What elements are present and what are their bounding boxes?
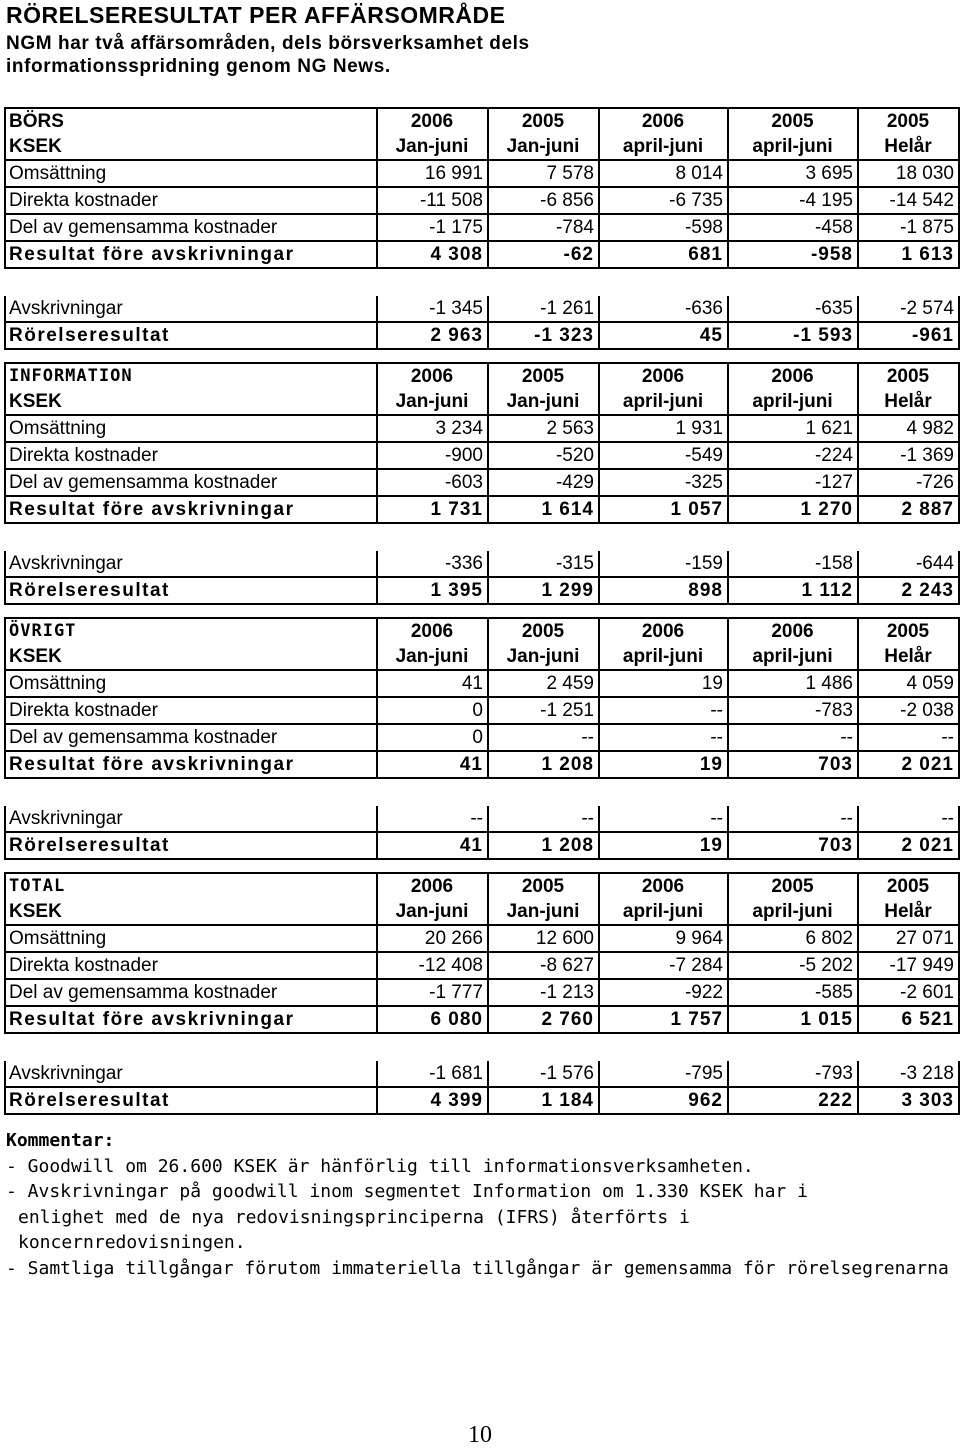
row-value: 6 080	[377, 1006, 488, 1033]
segment-name: ÖVRIGT	[5, 618, 377, 644]
table-row	[5, 1087, 959, 1114]
spacer-cell	[377, 268, 488, 296]
column-period: Jan-juni	[377, 899, 488, 925]
table-row	[5, 697, 959, 724]
row-value: 3 695	[728, 160, 858, 187]
unit-label: KSEK	[5, 389, 377, 415]
spacer-row	[5, 778, 959, 806]
row-value: -1 345	[377, 296, 488, 322]
spacer-row	[5, 523, 959, 551]
spacer-cell	[599, 778, 728, 806]
spacer-cell	[728, 268, 858, 296]
column-year: 2006	[377, 108, 488, 134]
row-value: --	[599, 697, 728, 724]
header-row-years	[5, 363, 959, 389]
row-label: Avskrivningar	[5, 296, 377, 322]
row-value: -1 213	[488, 979, 599, 1006]
unit-label: KSEK	[5, 134, 377, 160]
column-year: 2006	[599, 873, 728, 899]
table-row	[5, 241, 959, 268]
spacer-cell	[599, 523, 728, 551]
column-period: april-juni	[728, 389, 858, 415]
row-value: -6 856	[488, 187, 599, 214]
column-year: 2005	[488, 108, 599, 134]
segment-section	[4, 362, 958, 605]
table-row	[5, 751, 959, 778]
row-label: Avskrivningar	[5, 551, 377, 577]
row-label: Avskrivningar	[5, 806, 377, 832]
column-year: 2005	[728, 108, 858, 134]
row-value: 6 802	[728, 925, 858, 952]
page-number: 10	[468, 1422, 492, 1448]
row-label: Resultat före avskrivningar	[5, 751, 377, 778]
spacer-cell	[377, 523, 488, 551]
column-year: 2006	[599, 108, 728, 134]
row-value: 1 931	[599, 415, 728, 442]
row-value: -2 574	[858, 296, 959, 322]
row-label: Del av gemensamma kostnader	[5, 469, 377, 496]
column-year: 2006	[377, 363, 488, 389]
column-year: 2005	[728, 873, 858, 899]
row-value: 1 614	[488, 496, 599, 523]
table-row	[5, 415, 959, 442]
row-value: 2 021	[858, 751, 959, 778]
row-value: 2 887	[858, 496, 959, 523]
row-value: 18 030	[858, 160, 959, 187]
table-row	[5, 214, 959, 241]
row-label: Omsättning	[5, 415, 377, 442]
row-value: -1 251	[488, 697, 599, 724]
column-period: april-juni	[728, 134, 858, 160]
row-value: 9 964	[599, 925, 728, 952]
header-row-periods	[5, 899, 959, 925]
row-value: 1 621	[728, 415, 858, 442]
row-value: -1 593	[728, 322, 858, 349]
row-value: -336	[377, 551, 488, 577]
row-value: 962	[599, 1087, 728, 1114]
row-value: -158	[728, 551, 858, 577]
column-period: Helår	[858, 644, 959, 670]
spacer-cell	[599, 268, 728, 296]
row-value: 7 578	[488, 160, 599, 187]
row-label: Direkta kostnader	[5, 187, 377, 214]
header-row-years	[5, 873, 959, 899]
row-value: -127	[728, 469, 858, 496]
header-row-periods	[5, 389, 959, 415]
page-subtitle: NGM har två affärsområden, dels börsverksamhet dels informationsspridning genom NG News.	[6, 33, 530, 77]
row-value: 41	[377, 832, 488, 859]
row-value: 1 208	[488, 832, 599, 859]
row-value: -1 175	[377, 214, 488, 241]
column-period: Jan-juni	[377, 644, 488, 670]
segment-name: BÖRS	[5, 108, 377, 134]
row-value: 1 015	[728, 1006, 858, 1033]
row-value: -62	[488, 241, 599, 268]
column-period: Jan-juni	[488, 389, 599, 415]
header-row-years	[5, 618, 959, 644]
column-period: Helår	[858, 899, 959, 925]
row-value: 8 014	[599, 160, 728, 187]
row-value: -11 508	[377, 187, 488, 214]
row-value: -315	[488, 551, 599, 577]
row-value: 4 308	[377, 241, 488, 268]
column-year: 2005	[488, 873, 599, 899]
segment-section	[4, 617, 958, 860]
row-value: 6 521	[858, 1006, 959, 1033]
row-value: 1 299	[488, 577, 599, 604]
unit-label: KSEK	[5, 644, 377, 670]
row-value: 1 613	[858, 241, 959, 268]
spacer-cell	[858, 1033, 959, 1061]
row-value: 703	[728, 832, 858, 859]
column-period: april-juni	[728, 644, 858, 670]
column-year: 2005	[488, 363, 599, 389]
segment-table	[4, 872, 960, 1115]
row-value: -793	[728, 1061, 858, 1087]
row-value: -1 576	[488, 1061, 599, 1087]
column-period: april-juni	[599, 899, 728, 925]
segment-table	[4, 107, 960, 350]
header-row-periods	[5, 644, 959, 670]
unit-label: KSEK	[5, 899, 377, 925]
column-period: april-juni	[599, 389, 728, 415]
spacer-cell	[377, 1033, 488, 1061]
row-value: 41	[377, 670, 488, 697]
row-value: -1 777	[377, 979, 488, 1006]
comment-line: - Avskrivningar på goodwill inom segmentet Information om 1.330 KSEK har i	[6, 1181, 808, 1202]
column-year: 2005	[858, 873, 959, 899]
row-value: 41	[377, 751, 488, 778]
row-value: 898	[599, 577, 728, 604]
row-label: Omsättning	[5, 160, 377, 187]
row-value: -8 627	[488, 952, 599, 979]
row-value: --	[858, 724, 959, 751]
row-value: 3 303	[858, 1087, 959, 1114]
row-value: --	[488, 724, 599, 751]
row-value: -961	[858, 322, 959, 349]
row-value: -784	[488, 214, 599, 241]
row-label: Omsättning	[5, 925, 377, 952]
row-label: Omsättning	[5, 670, 377, 697]
spacer-cell	[728, 778, 858, 806]
row-value: 681	[599, 241, 728, 268]
row-value: -2 038	[858, 697, 959, 724]
table-row	[5, 442, 959, 469]
row-value: -224	[728, 442, 858, 469]
row-value: -585	[728, 979, 858, 1006]
row-label: Rörelseresultat	[5, 1087, 377, 1114]
row-value: 2 243	[858, 577, 959, 604]
column-period: Jan-juni	[488, 899, 599, 925]
spacer-cell	[488, 523, 599, 551]
column-period: april-juni	[599, 134, 728, 160]
row-value: -429	[488, 469, 599, 496]
header-row-years	[5, 108, 959, 134]
spacer-row	[5, 268, 959, 296]
row-value: 0	[377, 697, 488, 724]
row-value: -6 735	[599, 187, 728, 214]
row-value: 3 234	[377, 415, 488, 442]
spacer-row	[5, 1033, 959, 1061]
spacer-cell	[599, 1033, 728, 1061]
row-value: -1 681	[377, 1061, 488, 1087]
row-value: -795	[599, 1061, 728, 1087]
row-label: Direkta kostnader	[5, 697, 377, 724]
row-value: 1 057	[599, 496, 728, 523]
row-value: -1 261	[488, 296, 599, 322]
table-row	[5, 670, 959, 697]
row-value: -900	[377, 442, 488, 469]
row-value: 1 208	[488, 751, 599, 778]
column-year: 2006	[377, 618, 488, 644]
row-value: 1 270	[728, 496, 858, 523]
row-value: -636	[599, 296, 728, 322]
row-value: --	[377, 806, 488, 832]
table-row	[5, 1061, 959, 1087]
row-value: 1 184	[488, 1087, 599, 1114]
row-value: -598	[599, 214, 728, 241]
row-value: 16 991	[377, 160, 488, 187]
row-value: 19	[599, 751, 728, 778]
table-row	[5, 952, 959, 979]
table-row	[5, 322, 959, 349]
table-row	[5, 551, 959, 577]
column-year: 2005	[858, 108, 959, 134]
row-value: -549	[599, 442, 728, 469]
table-row	[5, 979, 959, 1006]
segment-table	[4, 362, 960, 605]
row-value: --	[858, 806, 959, 832]
table-row	[5, 925, 959, 952]
column-year: 2005	[488, 618, 599, 644]
row-value: 19	[599, 832, 728, 859]
row-label: Resultat före avskrivningar	[5, 496, 377, 523]
row-value: -1 323	[488, 322, 599, 349]
table-row	[5, 296, 959, 322]
spacer-cell	[858, 523, 959, 551]
row-value: -4 195	[728, 187, 858, 214]
row-value: -17 949	[858, 952, 959, 979]
row-label: Resultat före avskrivningar	[5, 241, 377, 268]
row-label: Rörelseresultat	[5, 832, 377, 859]
comment-line: koncernredovisningen.	[18, 1232, 246, 1253]
spacer-cell	[5, 778, 377, 806]
spacer-cell	[728, 523, 858, 551]
row-value: 2 021	[858, 832, 959, 859]
row-value: 2 760	[488, 1006, 599, 1033]
header-row-periods	[5, 134, 959, 160]
table-row	[5, 806, 959, 832]
row-value: 45	[599, 322, 728, 349]
table-row	[5, 1006, 959, 1033]
row-value: 2 963	[377, 322, 488, 349]
row-value: 703	[728, 751, 858, 778]
row-value: -3 218	[858, 1061, 959, 1087]
column-period: Jan-juni	[488, 134, 599, 160]
row-value: --	[599, 806, 728, 832]
row-value: -603	[377, 469, 488, 496]
row-value: -458	[728, 214, 858, 241]
table-row	[5, 724, 959, 751]
row-value: 2 459	[488, 670, 599, 697]
row-value: 4 059	[858, 670, 959, 697]
column-period: april-juni	[599, 644, 728, 670]
row-value: 2 563	[488, 415, 599, 442]
spacer-cell	[728, 1033, 858, 1061]
table-row	[5, 187, 959, 214]
spacer-cell	[488, 1033, 599, 1061]
row-label: Rörelseresultat	[5, 322, 377, 349]
row-value: -14 542	[858, 187, 959, 214]
row-value: --	[728, 806, 858, 832]
comment-line: enlighet med de nya redovisningsprinciperna (IFRS) återförts i	[18, 1206, 690, 1228]
row-label: Rörelseresultat	[5, 577, 377, 604]
row-value: -520	[488, 442, 599, 469]
spacer-cell	[377, 778, 488, 806]
column-year: 2006	[599, 618, 728, 644]
row-value: 1 757	[599, 1006, 728, 1033]
row-value: -1 369	[858, 442, 959, 469]
column-year: 2006	[599, 363, 728, 389]
column-period: Jan-juni	[377, 134, 488, 160]
row-value: -644	[858, 551, 959, 577]
column-period: Helår	[858, 134, 959, 160]
spacer-cell	[488, 778, 599, 806]
row-value: 4 399	[377, 1087, 488, 1114]
row-value: 20 266	[377, 925, 488, 952]
row-value: -2 601	[858, 979, 959, 1006]
table-row	[5, 160, 959, 187]
row-value: --	[599, 724, 728, 751]
table-row	[5, 469, 959, 496]
row-label: Del av gemensamma kostnader	[5, 979, 377, 1006]
row-label: Avskrivningar	[5, 1061, 377, 1087]
comment-line: - Samtliga tillgångar förutom immateriella tillgångar är gemensamma för rörelsegrenarna	[6, 1257, 949, 1279]
spacer-cell	[5, 523, 377, 551]
row-label: Direkta kostnader	[5, 442, 377, 469]
column-year: 2005	[858, 363, 959, 389]
spacer-cell	[5, 268, 377, 296]
row-label: Del av gemensamma kostnader	[5, 724, 377, 751]
spacer-cell	[858, 268, 959, 296]
row-value: 1 395	[377, 577, 488, 604]
row-value: -922	[599, 979, 728, 1006]
segment-section	[4, 107, 958, 350]
comment-line: - Goodwill om 26.600 KSEK är hänförlig till informationsverksamheten.	[6, 1155, 754, 1177]
column-period: april-juni	[728, 899, 858, 925]
segment-table	[4, 617, 960, 860]
row-value: -12 408	[377, 952, 488, 979]
row-value: -7 284	[599, 952, 728, 979]
segment-name: INFORMATION	[5, 363, 377, 389]
table-row	[5, 496, 959, 523]
row-value: 4 982	[858, 415, 959, 442]
column-year: 2006	[377, 873, 488, 899]
comments-block	[6, 1128, 949, 1281]
row-value: 12 600	[488, 925, 599, 952]
table-row	[5, 832, 959, 859]
spacer-cell	[858, 778, 959, 806]
segment-section	[4, 872, 958, 1115]
column-year: 2006	[728, 618, 858, 644]
segment-name: TOTAL	[5, 873, 377, 899]
column-year: 2005	[858, 618, 959, 644]
row-value: -958	[728, 241, 858, 268]
row-value: 1 486	[728, 670, 858, 697]
row-value: 1 731	[377, 496, 488, 523]
row-value: 27 071	[858, 925, 959, 952]
row-label: Resultat före avskrivningar	[5, 1006, 377, 1033]
row-value: --	[728, 724, 858, 751]
row-label: Del av gemensamma kostnader	[5, 214, 377, 241]
row-value: 1 112	[728, 577, 858, 604]
column-year: 2006	[728, 363, 858, 389]
row-value: --	[488, 806, 599, 832]
row-value: -783	[728, 697, 858, 724]
row-value: 19	[599, 670, 728, 697]
row-value: -159	[599, 551, 728, 577]
table-row	[5, 577, 959, 604]
row-value: -635	[728, 296, 858, 322]
row-value: -325	[599, 469, 728, 496]
spacer-cell	[5, 1033, 377, 1061]
row-value: 222	[728, 1087, 858, 1114]
spacer-cell	[488, 268, 599, 296]
column-period: Jan-juni	[488, 644, 599, 670]
row-value: -5 202	[728, 952, 858, 979]
page-title: RÖRELSERESULTAT PER AFFÄRSOMRÅDE	[6, 2, 506, 28]
comments-heading: Kommentar:	[6, 1130, 115, 1151]
row-value: -726	[858, 469, 959, 496]
row-label: Direkta kostnader	[5, 952, 377, 979]
column-period: Jan-juni	[377, 389, 488, 415]
column-period: Helår	[858, 389, 959, 415]
row-value: 0	[377, 724, 488, 751]
row-value: -1 875	[858, 214, 959, 241]
